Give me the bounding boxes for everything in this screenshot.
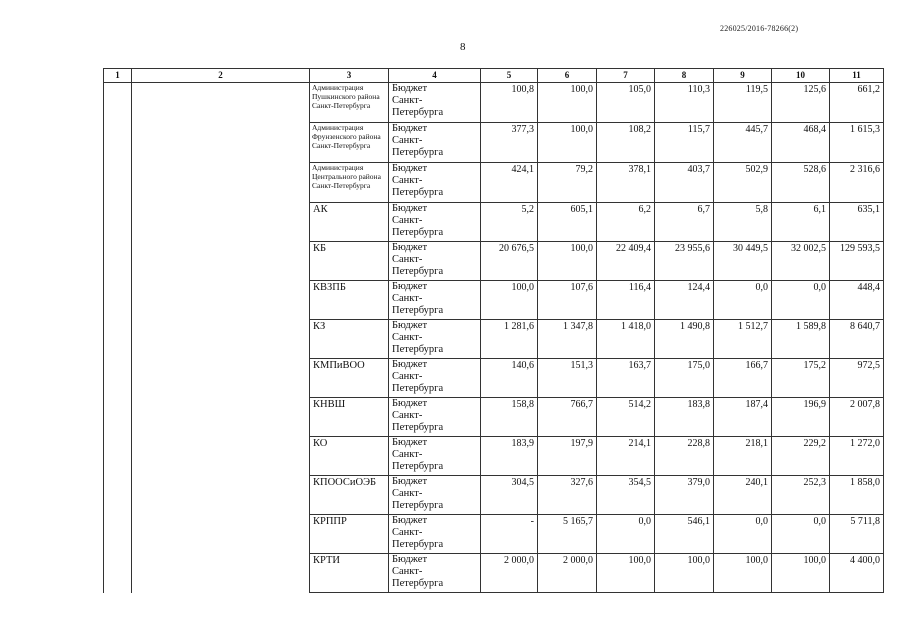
cell-program (132, 515, 310, 554)
cell-value: 20 676,5 (481, 242, 538, 281)
cell-value: 972,5 (830, 359, 884, 398)
cell-value: 448,4 (830, 281, 884, 320)
cell-funding-source: Бюджет Санкт- Петербурга (389, 163, 481, 203)
cell-value: 124,4 (655, 281, 714, 320)
cell-value: 125,6 (772, 83, 830, 123)
cell-number (104, 163, 132, 203)
column-header: 6 (538, 69, 597, 83)
cell-value: 228,8 (655, 437, 714, 476)
cell-value: 140,6 (481, 359, 538, 398)
cell-value: 2 007,8 (830, 398, 884, 437)
table-body (104, 83, 884, 593)
cell-value: 8 640,7 (830, 320, 884, 359)
cell-value: 0,0 (714, 281, 772, 320)
cell-value: 661,2 (830, 83, 884, 123)
column-header: 3 (310, 69, 389, 83)
cell-value: 445,7 (714, 123, 772, 163)
cell-number (104, 281, 132, 320)
table-row (104, 281, 884, 320)
cell-value: 110,3 (655, 83, 714, 123)
column-header: 8 (655, 69, 714, 83)
cell-value: 107,6 (538, 281, 597, 320)
cell-value: 1 281,6 (481, 320, 538, 359)
cell-number (104, 242, 132, 281)
cell-organization: Администрация Центрального района Санкт-Петербурга (310, 163, 389, 203)
cell-number (104, 123, 132, 163)
cell-value: 119,5 (714, 83, 772, 123)
cell-program (132, 163, 310, 203)
cell-value: 79,2 (538, 163, 597, 203)
cell-value: 2 000,0 (538, 554, 597, 593)
cell-value: 22 409,4 (597, 242, 655, 281)
table-row (104, 398, 884, 437)
cell-number (104, 554, 132, 593)
cell-value: 1 589,8 (772, 320, 830, 359)
cell-organization: КБ (310, 242, 389, 281)
cell-organization: КНВШ (310, 398, 389, 437)
cell-value: 116,4 (597, 281, 655, 320)
cell-organization: Администрация Фрунзенского района Санкт-Петербурга (310, 123, 389, 163)
cell-funding-source: Бюджет Санкт- Петербурга (389, 242, 481, 281)
cell-value: 197,9 (538, 437, 597, 476)
table-row (104, 554, 884, 593)
cell-value: 0,0 (714, 515, 772, 554)
cell-program (132, 398, 310, 437)
cell-value: 424,1 (481, 163, 538, 203)
cell-value: 100,0 (481, 281, 538, 320)
cell-funding-source: Бюджет Санкт- Петербурга (389, 83, 481, 123)
cell-value: 229,2 (772, 437, 830, 476)
cell-organization: КО (310, 437, 389, 476)
cell-value: 546,1 (655, 515, 714, 554)
cell-value: 2 316,6 (830, 163, 884, 203)
column-header: 4 (389, 69, 481, 83)
cell-value: 378,1 (597, 163, 655, 203)
cell-program (132, 83, 310, 123)
cell-value: 0,0 (772, 281, 830, 320)
cell-value: 23 955,6 (655, 242, 714, 281)
cell-value: 605,1 (538, 203, 597, 242)
cell-value: 187,4 (714, 398, 772, 437)
cell-value: 1 858,0 (830, 476, 884, 515)
cell-value: 514,2 (597, 398, 655, 437)
cell-number (104, 359, 132, 398)
cell-funding-source: Бюджет Санкт- Петербурга (389, 437, 481, 476)
cell-value: 1 272,0 (830, 437, 884, 476)
cell-value: 1 615,3 (830, 123, 884, 163)
column-header: 1 (104, 69, 132, 83)
cell-value: 1 512,7 (714, 320, 772, 359)
cell-program (132, 359, 310, 398)
cell-value: 183,9 (481, 437, 538, 476)
cell-value: 1 418,0 (597, 320, 655, 359)
cell-value: 218,1 (714, 437, 772, 476)
table-row (104, 242, 884, 281)
cell-value: 100,0 (538, 83, 597, 123)
cell-organization: КМПиВОО (310, 359, 389, 398)
cell-number (104, 83, 132, 123)
cell-value: 151,3 (538, 359, 597, 398)
cell-funding-source: Бюджет Санкт- Петербурга (389, 515, 481, 554)
cell-value: 0,0 (772, 515, 830, 554)
cell-value: 100,0 (538, 242, 597, 281)
header-row (104, 69, 884, 83)
cell-value: 252,3 (772, 476, 830, 515)
cell-funding-source: Бюджет Санкт- Петербурга (389, 554, 481, 593)
cell-program (132, 554, 310, 593)
cell-value: 175,2 (772, 359, 830, 398)
cell-number (104, 476, 132, 515)
document-number: 226025/2016-78266(2) (720, 24, 799, 33)
table-row (104, 83, 884, 123)
cell-value: 327,6 (538, 476, 597, 515)
cell-value: 377,3 (481, 123, 538, 163)
cell-value: 100,0 (538, 123, 597, 163)
column-header: 2 (132, 69, 310, 83)
cell-value: 196,9 (772, 398, 830, 437)
cell-funding-source: Бюджет Санкт- Петербурга (389, 281, 481, 320)
cell-value: 100,0 (655, 554, 714, 593)
cell-value: 100,8 (481, 83, 538, 123)
cell-program (132, 476, 310, 515)
cell-program (132, 281, 310, 320)
cell-organization: АК (310, 203, 389, 242)
cell-value: 0,0 (597, 515, 655, 554)
cell-value: 240,1 (714, 476, 772, 515)
cell-value: 6,7 (655, 203, 714, 242)
cell-value: 183,8 (655, 398, 714, 437)
cell-value: - (481, 515, 538, 554)
cell-value: 528,6 (772, 163, 830, 203)
column-header: 11 (830, 69, 884, 83)
cell-value: 108,2 (597, 123, 655, 163)
cell-value: 6,2 (597, 203, 655, 242)
cell-value: 158,8 (481, 398, 538, 437)
cell-value: 403,7 (655, 163, 714, 203)
cell-funding-source: Бюджет Санкт- Петербурга (389, 476, 481, 515)
cell-value: 129 593,5 (830, 242, 884, 281)
cell-program (132, 320, 310, 359)
cell-value: 502,9 (714, 163, 772, 203)
cell-value: 100,0 (714, 554, 772, 593)
cell-value: 5 165,7 (538, 515, 597, 554)
page-number: 8 (460, 41, 466, 53)
cell-value: 5,2 (481, 203, 538, 242)
cell-organization: Администрация Пушкинского района Санкт-Петербурга (310, 83, 389, 123)
column-header: 10 (772, 69, 830, 83)
cell-value: 1 347,8 (538, 320, 597, 359)
cell-organization: КРТИ (310, 554, 389, 593)
cell-organization: КПООСиОЭБ (310, 476, 389, 515)
cell-value: 214,1 (597, 437, 655, 476)
cell-value: 1 490,8 (655, 320, 714, 359)
cell-program (132, 123, 310, 163)
cell-value: 30 449,5 (714, 242, 772, 281)
budget-table-container (103, 68, 883, 593)
budget-table (103, 68, 884, 593)
cell-program (132, 437, 310, 476)
table-row (104, 123, 884, 163)
table-row (104, 203, 884, 242)
cell-organization: КЗ (310, 320, 389, 359)
cell-value: 32 002,5 (772, 242, 830, 281)
cell-value: 766,7 (538, 398, 597, 437)
cell-value: 100,0 (772, 554, 830, 593)
cell-value: 6,1 (772, 203, 830, 242)
cell-number (104, 515, 132, 554)
cell-funding-source: Бюджет Санкт- Петербурга (389, 203, 481, 242)
cell-value: 115,7 (655, 123, 714, 163)
cell-value: 4 400,0 (830, 554, 884, 593)
cell-organization: КРППР (310, 515, 389, 554)
table-row (104, 359, 884, 398)
cell-number (104, 437, 132, 476)
cell-organization: КВЗПБ (310, 281, 389, 320)
cell-number (104, 203, 132, 242)
cell-value: 379,0 (655, 476, 714, 515)
table-row (104, 437, 884, 476)
cell-value: 304,5 (481, 476, 538, 515)
cell-value: 635,1 (830, 203, 884, 242)
cell-funding-source: Бюджет Санкт- Петербурга (389, 398, 481, 437)
cell-value: 354,5 (597, 476, 655, 515)
table-row (104, 163, 884, 203)
cell-value: 100,0 (597, 554, 655, 593)
table-row (104, 476, 884, 515)
cell-value: 105,0 (597, 83, 655, 123)
cell-value: 163,7 (597, 359, 655, 398)
column-header: 7 (597, 69, 655, 83)
cell-program (132, 242, 310, 281)
cell-number (104, 398, 132, 437)
cell-number (104, 320, 132, 359)
cell-funding-source: Бюджет Санкт- Петербурга (389, 359, 481, 398)
column-header: 5 (481, 69, 538, 83)
column-header: 9 (714, 69, 772, 83)
cell-funding-source: Бюджет Санкт- Петербурга (389, 123, 481, 163)
table-row (104, 320, 884, 359)
cell-funding-source: Бюджет Санкт- Петербурга (389, 320, 481, 359)
cell-value: 468,4 (772, 123, 830, 163)
cell-value: 2 000,0 (481, 554, 538, 593)
cell-value: 175,0 (655, 359, 714, 398)
cell-program (132, 203, 310, 242)
cell-value: 5 711,8 (830, 515, 884, 554)
cell-value: 166,7 (714, 359, 772, 398)
cell-value: 5,8 (714, 203, 772, 242)
table-row (104, 515, 884, 554)
